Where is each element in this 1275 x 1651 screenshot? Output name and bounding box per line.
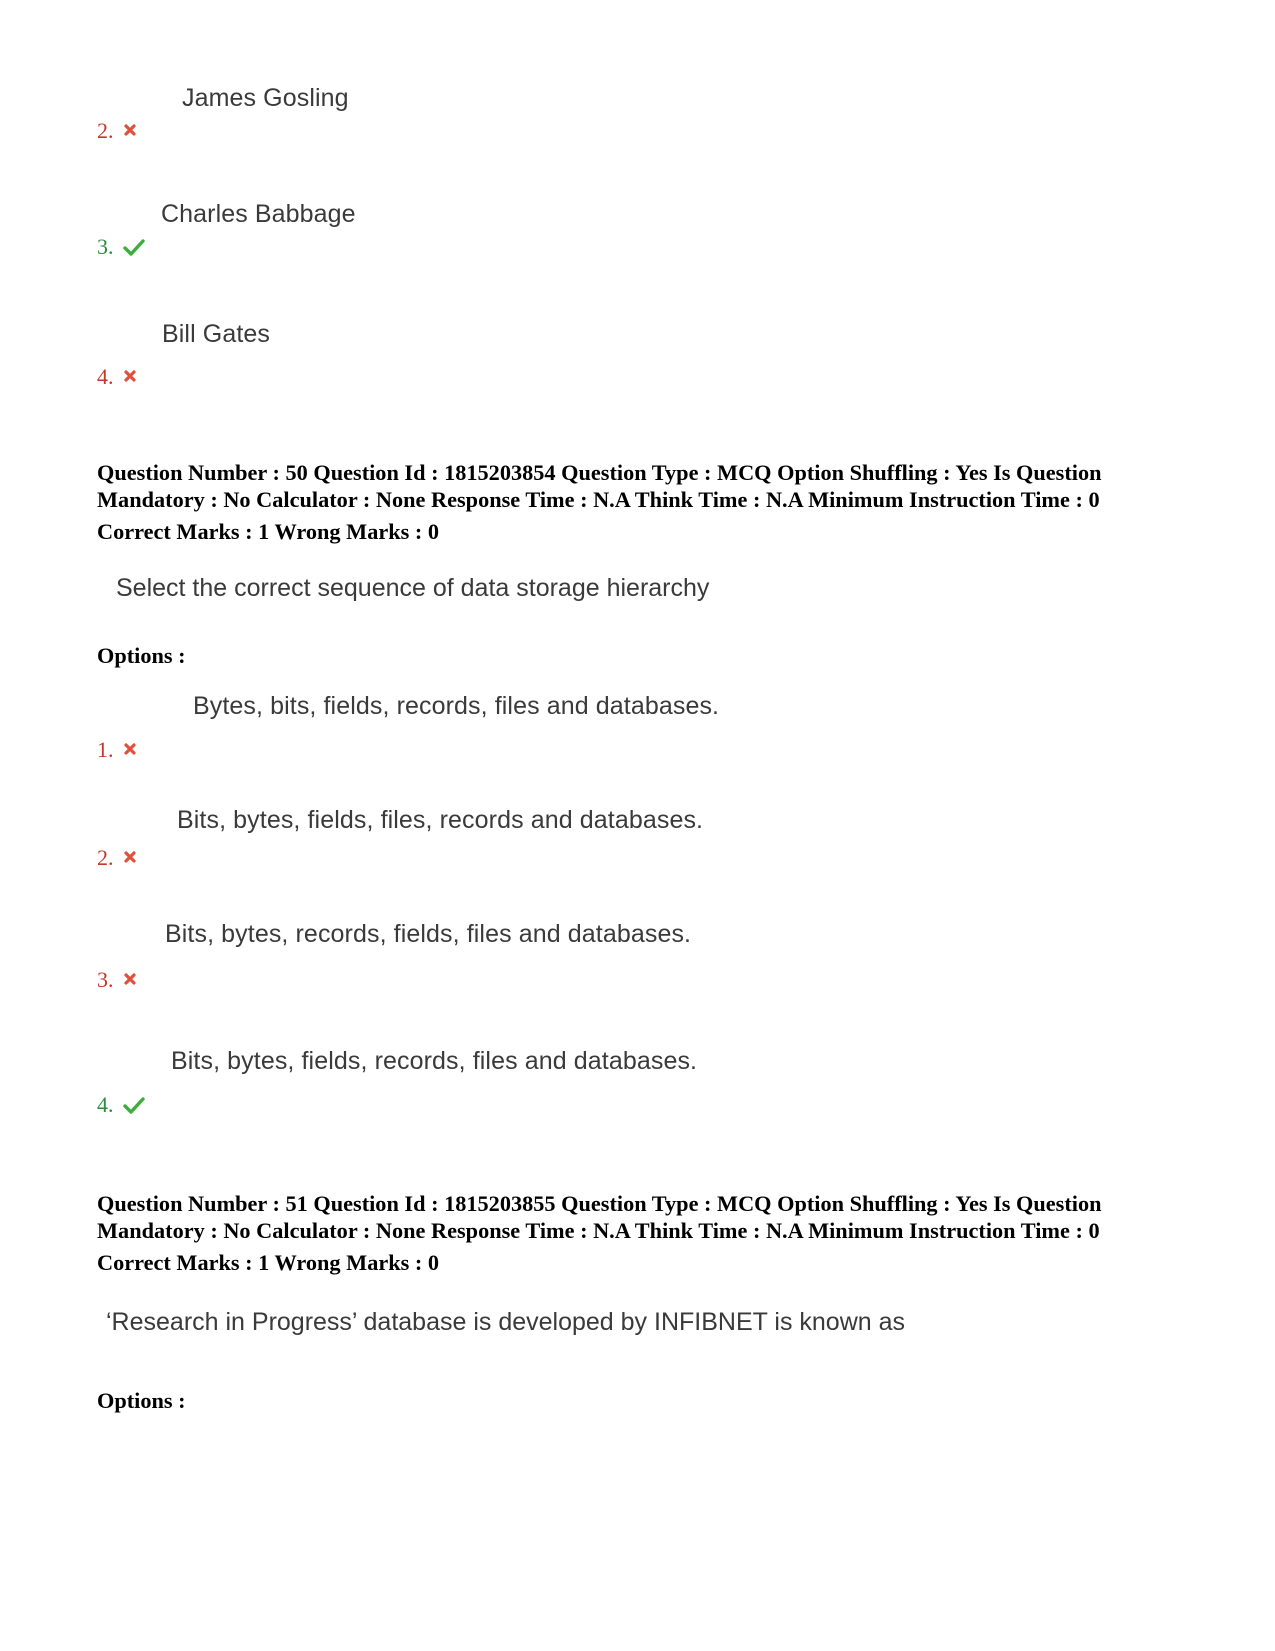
option-number-label: 3. bbox=[97, 234, 114, 259]
cross-icon bbox=[123, 742, 139, 758]
check-icon bbox=[123, 1097, 145, 1113]
option-text: Bytes, bits, fields, records, files and databases. bbox=[193, 692, 720, 720]
option-number bbox=[97, 737, 139, 763]
option-number-label: 2. bbox=[97, 845, 114, 870]
option-text: Charles Babbage bbox=[161, 200, 356, 228]
option-number bbox=[97, 845, 139, 871]
question-meta-line: Question Number : 50 Question Id : 1815203854 Question Type : MCQ Option Shuffling : Yes Is Question bbox=[97, 460, 1102, 485]
question-header bbox=[97, 1190, 1187, 1276]
question-text: Select the correct sequence of data storage hierarchy bbox=[116, 574, 710, 602]
question-text: ‘Research in Progress’ database is developed by INFIBNET is known as bbox=[106, 1308, 905, 1336]
question-meta-line: Question Number : 51 Question Id : 1815203855 Question Type : MCQ Option Shuffling : Yes Is Question bbox=[97, 1191, 1102, 1216]
options-label: Options : bbox=[97, 1388, 186, 1413]
cross-icon bbox=[123, 369, 139, 385]
options-label: Options : bbox=[97, 643, 186, 668]
option-number-label: 4. bbox=[97, 1092, 114, 1117]
option-text: Bits, bytes, fields, records, files and databases. bbox=[171, 1047, 698, 1075]
option-number-label: 3. bbox=[97, 967, 114, 992]
option-number bbox=[97, 364, 139, 390]
option-text: Bits, bytes, records, fields, files and databases. bbox=[165, 920, 692, 948]
cross-icon bbox=[123, 850, 139, 866]
question-meta-line: Mandatory : No Calculator : None Response Time : N.A Think Time : N.A Minimum Instruction Time : 0 bbox=[97, 1218, 1100, 1243]
option-number-label: 4. bbox=[97, 364, 114, 389]
cross-icon bbox=[123, 123, 139, 139]
option-number-label: 2. bbox=[97, 118, 114, 143]
cross-icon bbox=[123, 972, 139, 988]
option-number bbox=[97, 234, 145, 260]
question-marks-line: Correct Marks : 1 Wrong Marks : 0 bbox=[97, 519, 440, 544]
question-header bbox=[97, 459, 1187, 545]
question-marks-line: Correct Marks : 1 Wrong Marks : 0 bbox=[97, 1250, 440, 1275]
option-number bbox=[97, 118, 139, 144]
check-icon bbox=[123, 239, 145, 255]
option-number bbox=[97, 1092, 145, 1118]
question-meta-line: Mandatory : No Calculator : None Response Time : N.A Think Time : N.A Minimum Instruction Time : 0 bbox=[97, 487, 1100, 512]
option-text: James Gosling bbox=[182, 84, 349, 112]
option-text: Bill Gates bbox=[162, 320, 270, 348]
option-text: Bits, bytes, fields, files, records and databases. bbox=[177, 806, 704, 834]
option-number-label: 1. bbox=[97, 737, 114, 762]
option-number bbox=[97, 967, 139, 993]
